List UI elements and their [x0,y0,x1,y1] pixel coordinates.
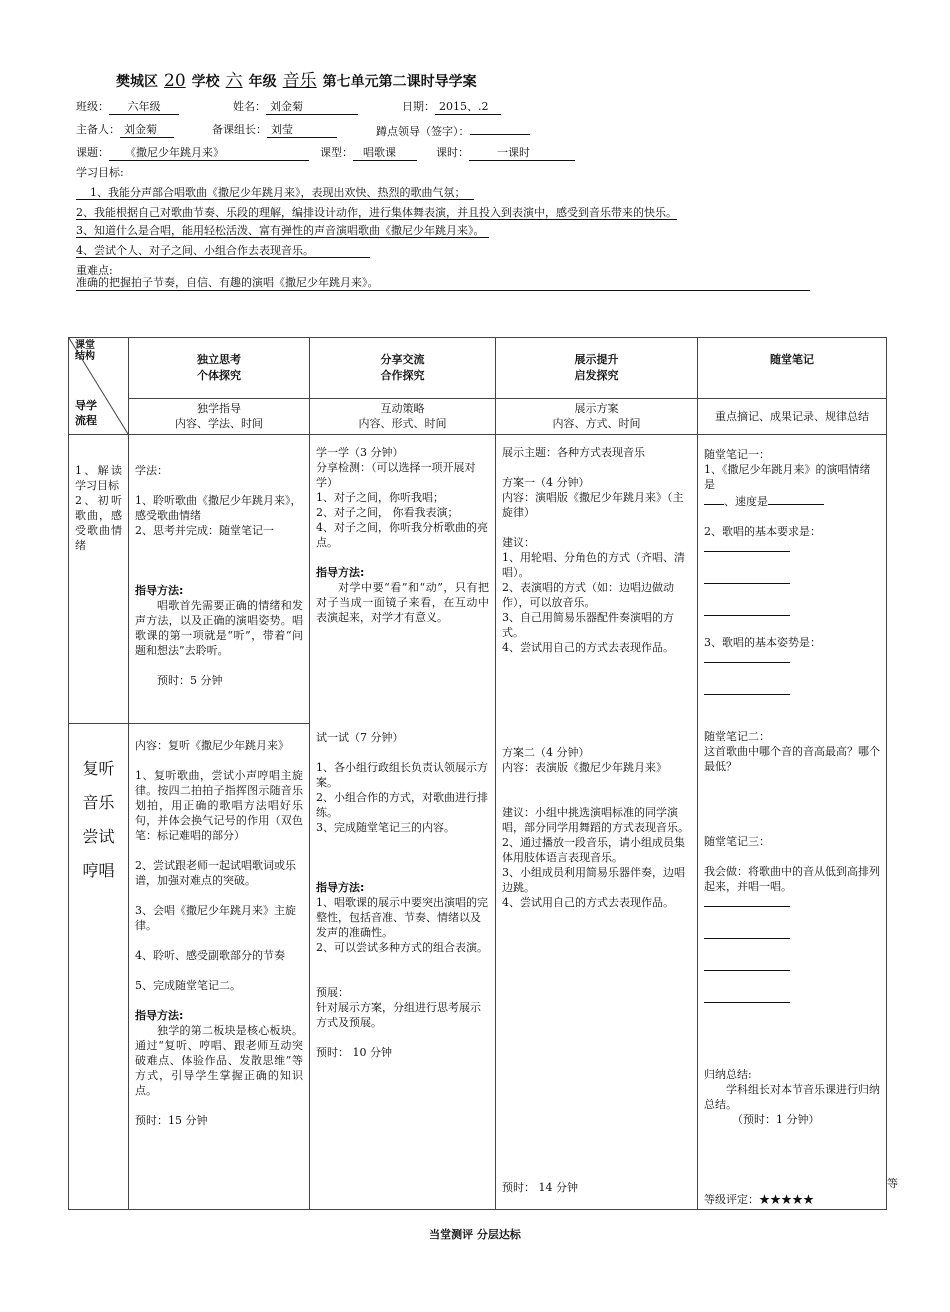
note-2-title: 随堂笔记二： [704,730,770,743]
hours-value: 一课时 [469,144,575,161]
topic-label: 课题： [76,146,109,159]
objective-3: 3、知道什么是合唱，能用轻松活泼、富有弹性的声音演唱歌曲《撒尼少年跳月来》。 [76,222,489,238]
hours-line [436,144,575,161]
time-estimate-show: 预时： 14 分钟 [502,1181,578,1194]
corner-flow-label: 导学 流程 [75,399,97,427]
note-1-emotion-blank[interactable] [704,492,724,505]
name-value: 刘金菊 [266,98,358,115]
review-method-text: 独学的第二板块是核心板块。通过“复听、哼唱、跟老师互动突破难点、体验作品、发散思维”等方式，引导学生掌握正确的知识点。 [135,1024,303,1097]
date-label: 日期： [402,100,435,113]
note-1-text: 1、《撒尼少年跳月来》的演唱情绪是 [704,463,871,491]
title-rest: 第七单元第二课时导学案 [322,74,477,90]
subject-value: 音乐 [282,71,317,91]
independent-part-2 [129,724,310,1210]
plan-2-content: 内容：表演版《撒尼少年跳月来》 [502,761,667,774]
header-share: 分享交流 合作探究 [310,338,496,399]
order-blank-1[interactable] [704,894,790,907]
plan-1-content: 内容：演唱版《撒尼少年跳月来》（主旋律） [502,491,684,519]
try-item-3: 3、完成随堂笔记三的内容。 [316,821,455,834]
order-blank-2[interactable] [704,926,790,939]
stage-2-label: 复听 音乐 尝试 哼唱 [69,724,129,1210]
grade-label-text: 等级评定： [704,1193,759,1206]
independent-step-1: 1、聆听歌曲《撒尼少年跳月来》，感受歌曲情绪 [135,494,302,522]
subheader-notes: 重点摘记、成果记录、规律总结 [698,399,887,435]
topic-line [76,144,309,161]
try-item-1: 1、各小组行政组长负责认领展示方案。 [316,761,488,789]
guide-method-text: 唱歌首先需要正确的情绪和发声方法，以及正确的演唱姿势。唱歌课的第一项就是“听”，带着“问题和想法”去聆听。 [135,599,303,657]
requirement-blank-1[interactable] [704,539,790,552]
corner-structure-label: 课堂 结构 [75,340,95,362]
plan-2-title: 方案二（4 分钟） [502,746,590,759]
supervisor-line [376,121,530,139]
note-3-title: 随堂笔记三： [704,835,770,848]
plan-2-suggestion: 建议：小组中挑选演唱标准的同学演唱，部分同学用舞蹈的方式表现音乐。 [502,806,689,834]
group-leader-value: 刘莹 [267,121,337,138]
posture-blank-2[interactable] [704,682,790,695]
preparer-label: 主备人： [76,123,120,136]
requirement-blank-2[interactable] [704,571,790,584]
note-3-text: 我会做：将歌曲中的音从低到高排列起来，并唱一唱。 [704,865,880,893]
note-requirements: 2、歌唱的基本要求是： [704,525,821,538]
plan-2-item-4: 4、尝试用自己的方式去表现作品。 [502,896,674,909]
note-1-speed: 、速度是 [704,492,880,509]
summary-text: 学科组长对本节音乐课进行归纳总结。 [704,1083,880,1111]
review-content: 内容：复听《撒尼少年跳月来》 [135,739,289,752]
review-step-1: 1、复听歌曲，尝试小声哼唱主旋律。按四二拍拍子指挥图示随音乐划拍，用正确的歌唱方法唱好乐句，并体会换气记号的作用（双色笔：标记难唱的部分） [135,769,303,842]
learn-title: 学一学（3 分钟） [316,446,404,459]
edge-text: 等 [887,1177,898,1190]
plan-2-item-2: 2、通过播放一段音乐，请小组成员集体用肢体语言表现音乐。 [502,836,685,864]
plan-1-suggestion-label: 建议： [502,536,535,549]
try-method-2: 2、可以尝试多种方式的组合表演。 [316,941,488,954]
guide-table [68,337,898,1210]
plan-2-item-3: 3、小组成员利用简易乐器伴奏，边唱边跳。 [502,866,685,894]
try-method-label: 指导方法: [316,881,365,894]
class-line [76,98,179,115]
review-step-2: 2、尝试跟老师一起试唱歌词或乐谱，加强对难点的突破。 [135,859,296,887]
plan-1-item-1: 1、用轮唱、分角色的方式（齐唱、清唱）。 [502,551,685,579]
subheader-share: 互动策略 内容、形式、时间 [310,399,496,435]
plan-1-item-3: 3、自己用简易乐器配件奏演唱的方式。 [502,611,674,639]
subheader-independent: 独学指导 内容、学法、时间 [129,399,310,435]
plan-1-title: 方案一（4 分钟） [502,476,590,489]
review-step-3: 3、会唱《撒尼少年跳月来》主旋律。 [135,904,296,932]
type-line [320,144,417,161]
independent-part-1 [129,435,310,724]
review-step-4: 4、聆听、感受副歌部分的节奏 [135,949,285,962]
show-theme: 展示主题：各种方式表现音乐 [502,446,645,459]
posture-blank-1[interactable] [704,650,790,663]
grade-label: 年级 [248,74,277,90]
school-label: 学校 [191,74,220,90]
subheader-show: 展示方案 内容、方式、时间 [496,399,698,435]
objective-1: 1、我能分声部合唱歌曲《撒尼少年跳月来》，表现出欢快、热烈的歌曲气氛； [76,184,474,200]
share-column [310,435,496,1210]
footer-heading: 当堂测评 分层达标 [429,1228,521,1241]
type-label: 课型： [320,146,353,159]
note-2-text: 这首歌曲中哪个音的音高最高？哪个最低？ [704,745,880,773]
order-blank-4[interactable] [704,990,790,1003]
share-item-2: 2、对子之间， 你看我表演； [316,506,459,519]
time-estimate-share: 预时： 10 分钟 [316,1046,392,1059]
review-method-label: 指导方法: [135,1009,184,1022]
district: 樊城区 [116,74,158,90]
header-notes: 随堂笔记 [698,338,887,399]
try-item-2: 2、小组合作的方式，对歌曲进行排练。 [316,791,488,819]
share-item-3: 4、对子之间，你听我分析歌曲的亮点。 [316,521,488,549]
note-1-speed-blank[interactable] [768,492,824,505]
note-1-title: 随堂笔记一： [704,448,770,461]
type-value: 唱歌课 [353,144,417,161]
document-title [116,66,477,91]
time-estimate-2: 预时：15 分钟 [135,1114,208,1127]
review-step-5: 5、完成随堂笔记二。 [135,979,241,992]
preview-label: 预展： [316,986,349,999]
summary-time: （预时：1 分钟） [732,1113,820,1126]
grade-evaluation [704,1192,814,1207]
preparer-line [76,121,174,138]
name-label: 姓名： [233,100,266,113]
supervisor-label: 蹲点领导（签字）： [376,125,470,138]
corner-cell [69,338,129,435]
share-check: 分享检测：（可以选择一项开展对学） [316,461,476,489]
share-method-label: 指导方法: [316,566,365,579]
objectives-label: 学习目标: [76,166,124,179]
preview-text: 针对展示方案，分组进行思考展示方式及预展。 [316,1001,481,1029]
stage-1-label: 1、解读学习目标 2、初听歌曲，感受歌曲情绪 [69,435,129,724]
name-line [233,98,358,115]
group-leader-label: 备课组长： [212,123,267,136]
class-value: 六年级 [109,98,179,115]
class-label: 班级： [76,100,109,113]
topic-value: 《撒尼少年跳月来》 [109,144,309,161]
study-method-label: 学法： [135,464,168,477]
time-estimate-1: 预时：5 分钟 [157,674,223,687]
hours-label: 课时： [436,146,469,159]
share-item-1: 1、对子之间，你听我唱； [316,491,444,504]
preparer-value: 刘金菊 [120,121,174,138]
show-column [496,435,698,1210]
school-number: 20 [164,71,186,91]
order-blank-3[interactable] [704,958,790,971]
guide-method-label: 指导方法: [135,584,184,597]
summary-label: 归纳总结: [704,1068,752,1081]
try-title: 试一试（7 分钟） [316,731,404,744]
objective-2: 2、我能根据自己对歌曲节奏、乐段的理解，编排设计动作，进行集体舞表演，并且投入到表演中，感受到音乐带来的快乐。 [76,206,677,219]
header-show: 展示提升 启发探究 [496,338,698,399]
independent-step-2: 2、思考并完成：随堂笔记一 [135,524,274,537]
key-points-text: 准确的把握拍子节奏，自信、有趣的演唱《撒尼少年跳月来》。 [76,274,810,291]
objective-4: 4、尝试个人、对子之间、小组合作去表现音乐。 [76,242,370,258]
group-leader-line [212,121,337,138]
date-value: 2015、.2 [435,98,501,115]
notes-column [698,435,898,1210]
plan-1-item-4: 4、尝试用自己的方式去表现作品。 [502,641,674,654]
grade-value: 六 [225,71,243,91]
header-independent: 独立思考 个体探究 [129,338,310,399]
star-rating[interactable]: ★★★★★ [759,1193,814,1206]
share-method-text: 对学中要“看”和“动”，只有把对子当成一面镜子来看，在互动中表演起来，对学才有意义。 [316,581,489,624]
requirement-blank-3[interactable] [704,603,790,616]
plan-1-item-2: 2、表演唱的方式（如：边唱边做动作），可以放音乐。 [502,581,674,609]
note-posture: 3、歌唱的基本姿势是： [704,636,821,649]
supervisor-signature-field[interactable] [470,121,530,135]
key-points-label: 重难点: [76,264,113,277]
try-method-1: 1、唱歌课的展示中要突出演唱的完整性，包括音准、节奏、情绪以及发声的准确性。 [316,896,488,939]
date-line [402,98,501,115]
